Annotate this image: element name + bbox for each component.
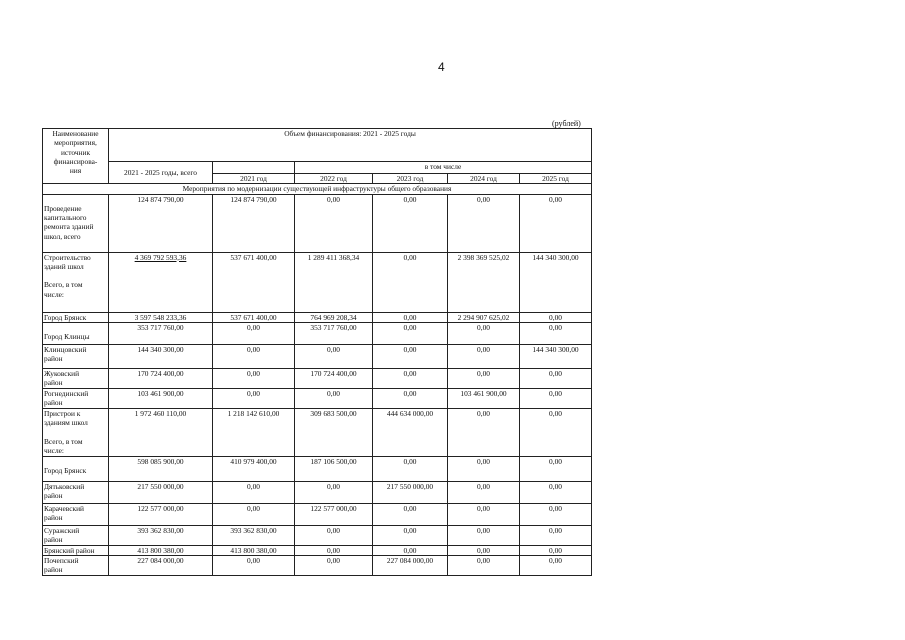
row-value: 0,00 [448,545,520,555]
row-value: 0,00 [213,344,295,368]
row-value: 1 218 142 610,00 [213,408,295,456]
table-row [43,312,592,322]
table-row [43,481,592,503]
row-value: 0,00 [373,388,448,408]
row-value: 0,00 [448,481,520,503]
table-row [43,344,592,368]
table-row [43,525,592,545]
row-value: 410 979 400,00 [213,456,295,481]
row-name: Город Брянск [43,456,109,481]
year-header: 2024 год [448,174,520,184]
row-value: 144 340 300,00 [520,344,592,368]
row-value: 0,00 [213,388,295,408]
row-value: 0,00 [213,481,295,503]
row-value: 0,00 [213,556,295,576]
row-value: 0,00 [448,556,520,576]
row-name: Суражский район [43,525,109,545]
row-value: 0,00 [373,194,448,252]
row-value: 0,00 [520,456,592,481]
table-row [43,456,592,481]
row-value: 0,00 [520,322,592,344]
row-value: 0,00 [520,481,592,503]
row-value: 0,00 [213,322,295,344]
row-value: 2 294 907 625,02 [448,312,520,322]
row-total: 4 369 792 593,36 [109,252,213,312]
row-value: 0,00 [448,344,520,368]
row-total: 598 085 900,00 [109,456,213,481]
row-value: 0,00 [373,525,448,545]
row-value: 0,00 [520,556,592,576]
name-column-header: Наименование мероприятия, источник финансирова- ния [43,129,109,184]
row-value: 0,00 [448,525,520,545]
spacer-cell [213,162,295,174]
row-value: 0,00 [520,194,592,252]
row-total: 353 717 760,00 [109,322,213,344]
row-value: 124 874 790,00 [213,194,295,252]
row-value: 0,00 [373,503,448,525]
row-value: 309 683 500,00 [295,408,373,456]
row-value: 0,00 [520,545,592,555]
row-value: 0,00 [213,503,295,525]
row-value: 144 340 300,00 [520,252,592,312]
row-total: 103 461 900,00 [109,388,213,408]
row-total: 217 550 000,00 [109,481,213,503]
row-value: 764 969 208,34 [295,312,373,322]
row-name: Клинцовский район [43,344,109,368]
table-row [43,388,592,408]
table-row [43,194,592,252]
row-value: 0,00 [373,545,448,555]
row-value: 393 362 830,00 [213,525,295,545]
units-label: (рублей) [552,119,581,128]
table-row [43,252,592,312]
row-value: 0,00 [295,525,373,545]
year-header: 2022 год [295,174,373,184]
row-name: Дятьковский район [43,481,109,503]
row-name: Пристрои к зданиям школ Всего, в том числе: [43,408,109,456]
row-value: 537 671 400,00 [213,312,295,322]
row-value: 0,00 [448,408,520,456]
row-value: 0,00 [373,322,448,344]
row-total: 122 577 000,00 [109,503,213,525]
row-value: 1 289 411 368,34 [295,252,373,312]
row-value: 0,00 [213,368,295,388]
row-value: 0,00 [520,368,592,388]
row-name: Брянский район [43,545,109,555]
row-value: 0,00 [373,368,448,388]
row-value: 187 106 500,00 [295,456,373,481]
row-value: 0,00 [448,194,520,252]
row-value: 0,00 [295,194,373,252]
row-name: Почепский район [43,556,109,576]
row-value: 0,00 [295,344,373,368]
table-row [43,408,592,456]
row-value: 353 717 760,00 [295,322,373,344]
row-total: 170 724 400,00 [109,368,213,388]
row-name: Жуковский район [43,368,109,388]
row-value: 0,00 [520,388,592,408]
row-value: 0,00 [373,344,448,368]
row-value: 0,00 [295,556,373,576]
row-value: 0,00 [373,252,448,312]
row-value: 0,00 [295,481,373,503]
row-value: 0,00 [295,388,373,408]
table-row [43,503,592,525]
row-value: 0,00 [448,456,520,481]
table-row [43,368,592,388]
row-value: 413 800 380,00 [213,545,295,555]
row-value: 0,00 [448,368,520,388]
row-value: 0,00 [520,408,592,456]
row-value: 0,00 [520,525,592,545]
row-total: 413 800 380,00 [109,545,213,555]
row-name: Строительство зданий школ Всего, в том числе: [43,252,109,312]
row-value: 122 577 000,00 [295,503,373,525]
row-value: 0,00 [373,456,448,481]
row-name: Проведение капитального ремонта зданий школ, всего [43,194,109,252]
row-value: 217 550 000,00 [373,481,448,503]
row-value: 444 634 000,00 [373,408,448,456]
year-header: 2025 год [520,174,592,184]
row-value: 170 724 400,00 [295,368,373,388]
row-total: 144 340 300,00 [109,344,213,368]
row-value: 537 671 400,00 [213,252,295,312]
row-value: 0,00 [520,312,592,322]
row-name: Рогнединский район [43,388,109,408]
row-total: 124 874 790,00 [109,194,213,252]
row-total: 393 362 830,00 [109,525,213,545]
page-number: 4 [438,60,445,74]
row-value: 2 398 369 525,02 [448,252,520,312]
row-name: Город Брянск [43,312,109,322]
volume-header: Объем финансирования: 2021 - 2025 годы [109,129,592,162]
row-total: 1 972 460 110,00 [109,408,213,456]
row-value: 0,00 [448,503,520,525]
row-total: 3 597 548 233,36 [109,312,213,322]
row-name: Карачевский район [43,503,109,525]
row-value: 0,00 [295,545,373,555]
table-row [43,322,592,344]
row-total: 227 084 000,00 [109,556,213,576]
year-header: 2023 год [373,174,448,184]
year-header: 2021 год [213,174,295,184]
including-header: в том числе [295,162,592,174]
row-name: Город Клинцы [43,322,109,344]
row-value: 227 084 000,00 [373,556,448,576]
table-row [43,545,592,555]
section-title: Мероприятия по модернизации существующей инфраструктуры общего образования [43,184,592,194]
row-value: 0,00 [373,312,448,322]
row-value: 0,00 [520,503,592,525]
total-column-header: 2021 - 2025 годы, всего [109,162,213,184]
row-value: 103 461 900,00 [448,388,520,408]
financing-table [42,128,592,576]
table-row [43,556,592,576]
row-value: 0,00 [448,322,520,344]
